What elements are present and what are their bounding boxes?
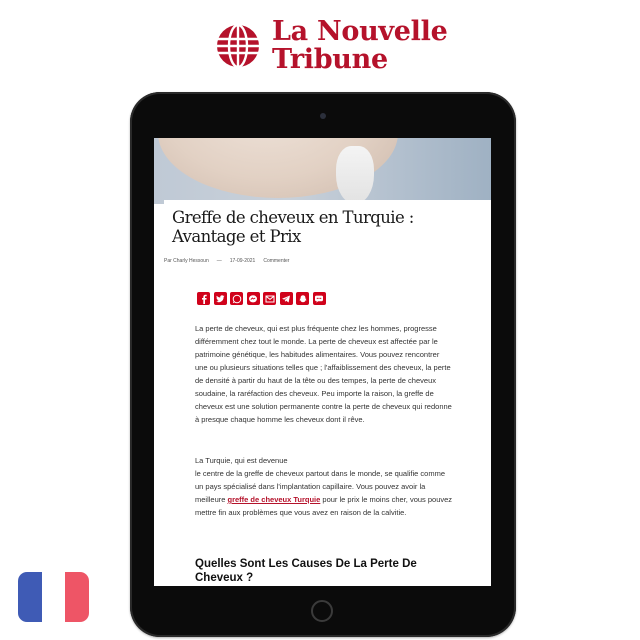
hair-transplant-link[interactable]: greffe de cheveux Turquie <box>227 495 321 504</box>
paragraph-2-text: le centre de la greffe de cheveux partout dans le monde, se qualifie comme un pays spécialisé dans l'implantation capillaire. Vous pouvez avoir la meilleure <box>195 469 446 504</box>
flag-blue-stripe <box>18 572 42 622</box>
twitter-icon[interactable] <box>214 292 227 305</box>
author-link[interactable]: Par Charly Hessoun <box>164 258 209 264</box>
article-paragraph-2 <box>195 454 453 519</box>
whatsapp-icon[interactable] <box>230 292 243 305</box>
globe-logo-icon <box>216 24 260 68</box>
camera-icon <box>320 113 326 119</box>
article-paragraph-1: La perte de cheveux, qui est plus fréquente chez les hommes, progresse différemment chez tout le monde. La perte de cheveux est affectée par le patrimoine génétique, les habitudes alimentaires. Vous pouvez rencontrer une ou plusieurs situations telles que ; l'affaiblissement des cheveux, la perte de densité à partir du haut de la tête ou des tempes, la perte de cheveux soudaine, la raréfaction des cheveux. Peu importe la raison, la greffe de cheveux est une solution permanente contre la perte de cheveux qui redonne à presque chaque homme les cheveux dont il rêve. <box>195 324 452 424</box>
sms-icon[interactable] <box>313 292 326 305</box>
meta-separator: — <box>216 258 222 264</box>
article-meta <box>164 258 297 264</box>
facebook-icon[interactable] <box>197 292 210 305</box>
brand-header <box>0 0 640 90</box>
home-button[interactable] <box>311 600 333 622</box>
messenger-icon[interactable] <box>247 292 260 305</box>
gmail-icon[interactable] <box>263 292 276 305</box>
paragraph-2-end: pour le prix le moins cher, vous pouvez mettre fin aux problèmes que vous avez en raison de la calvitie. <box>195 495 453 517</box>
tablet-frame <box>130 92 516 637</box>
paragraph-2-line1: La Turquie, qui est devenue <box>195 456 288 465</box>
comment-link[interactable]: Commenter <box>263 258 290 264</box>
hero-image <box>154 138 491 204</box>
tablet-screen <box>154 138 491 586</box>
brand-name-line1: La Nouvelle <box>272 16 448 47</box>
french-flag-icon <box>18 572 89 622</box>
article-title: Greffe de cheveux en Turquie : Avantage et Prix <box>172 208 414 246</box>
flag-white-stripe <box>42 572 66 622</box>
flag-red-stripe <box>65 572 89 622</box>
article-card <box>164 200 491 586</box>
brand-name-line2: Tribune <box>272 44 388 75</box>
hero-ear-shape <box>336 146 374 204</box>
article-date: 17-09-2021 <box>229 258 256 264</box>
section-heading: Quelles Sont Les Causes De La Perte De Cheveux ? <box>195 558 417 584</box>
telegram-icon[interactable] <box>280 292 293 305</box>
snapchat-icon[interactable] <box>296 292 309 305</box>
share-bar <box>197 292 329 306</box>
